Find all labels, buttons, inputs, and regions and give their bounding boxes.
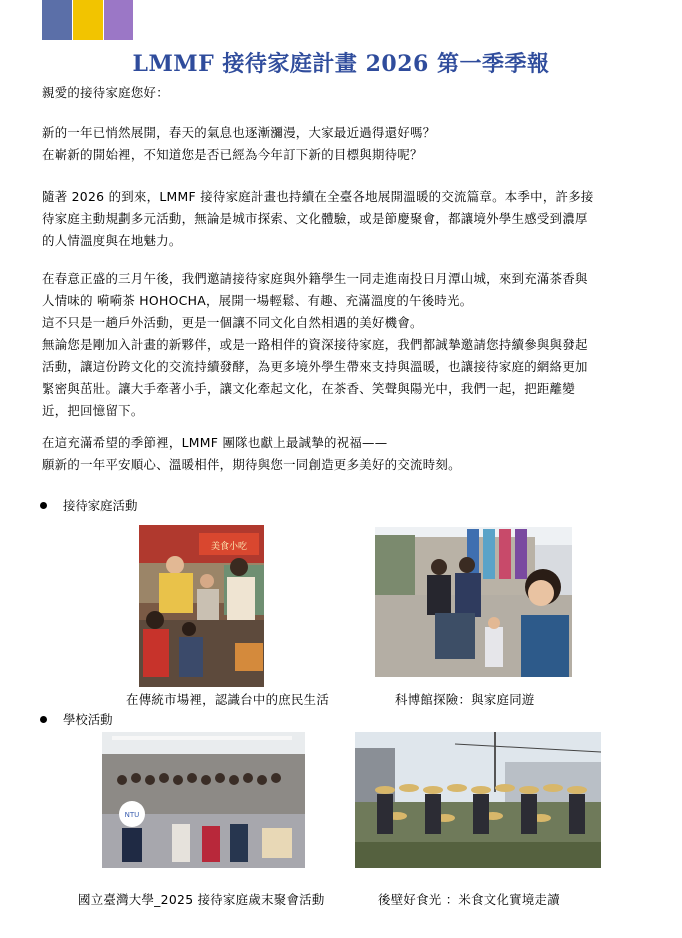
svg-text:NTU: NTU [124, 811, 140, 819]
section-heading-school [40, 710, 113, 730]
photo-rice-culture-walk [355, 732, 601, 868]
color-swatch-blue [42, 0, 72, 40]
color-swatch-purple [104, 0, 133, 40]
paragraph-4: 在這充滿希望的季節裡，LMMF 團隊也獻上最誠摯的祝福—— 願新的一年平安順心、溫暖相伴，期待與您一同創造更多美好的交流時刻。 [42, 435, 461, 472]
greeting: 親愛的接待家庭您好： [42, 85, 169, 100]
photo-science-museum [375, 527, 572, 677]
photo-traditional-market [139, 525, 264, 687]
bullet-icon [40, 502, 47, 509]
section-heading-label: 學校活動 [63, 712, 113, 727]
section-heading-host-family [40, 496, 137, 516]
color-swatch-yellow [73, 0, 103, 40]
paragraph-2: 隨著 2026 的到來，LMMF 接待家庭計畫也持續在全臺各地展開溫暖的交流篇章。本季中，許多接 待家庭主動規劃多元活動，無論是城市探索、文化體驗，或是節慶聚會，都讓境外學生感受到濃厚 的人情溫度與在地魅力。 [42, 189, 594, 248]
svg-text:美食小吃: 美食小吃 [210, 542, 248, 552]
caption-rice-walk: 後壁好食光 ：米食文化實境走讀 [378, 892, 560, 907]
paragraph-1: 新的一年已悄然展開，春天的氣息也逐漸瀰漫，大家最近過得還好嗎？ 在嶄新的開始裡，不知道您是否已經為今年訂下新的目標與期待呢？ [42, 125, 436, 162]
caption-museum: 科博館探險：與家庭同遊 [395, 692, 535, 707]
section-heading-label: 接待家庭活動 [63, 498, 138, 513]
photo-ntu-gathering [102, 732, 305, 868]
bullet-icon [40, 716, 47, 723]
paragraph-3: 在春意正盛的三月午後，我們邀請接待家庭與外籍學生一同走進南投日月潭山城，來到充滿茶香與 人情味的 嗬嗬茶 HOHOCHA，展開一場輕鬆、有趣、充滿溫度的午後時光。 這不只是一趟戶外活動，更是一個讓不同文化自然相遇的美好機會。 無論您是剛加入計畫的新夥伴，或是一路相伴的資深接待家庭，我們都誠摯邀請您持續參與與發起 活動，讓這份跨文化的交流持續發酵，為更多境外學生帶來支持與溫暖，也讓接待家庭的網絡更加 緊密與茁壯。讓大手牽著小手，讓文化牽起文化，在茶香、笑聲與陽光中，我們一起，把距離變 近，把回憶留下。 [42, 271, 588, 418]
newsletter-title: LMMF 接待家庭計畫 2026 第一季季報 [132, 51, 550, 77]
caption-ntu: 國立臺灣大學_2025 接待家庭歲末聚會活動 [78, 892, 325, 907]
caption-market: 在傳統市場裡，認識台中的庶民生活 [126, 692, 330, 707]
